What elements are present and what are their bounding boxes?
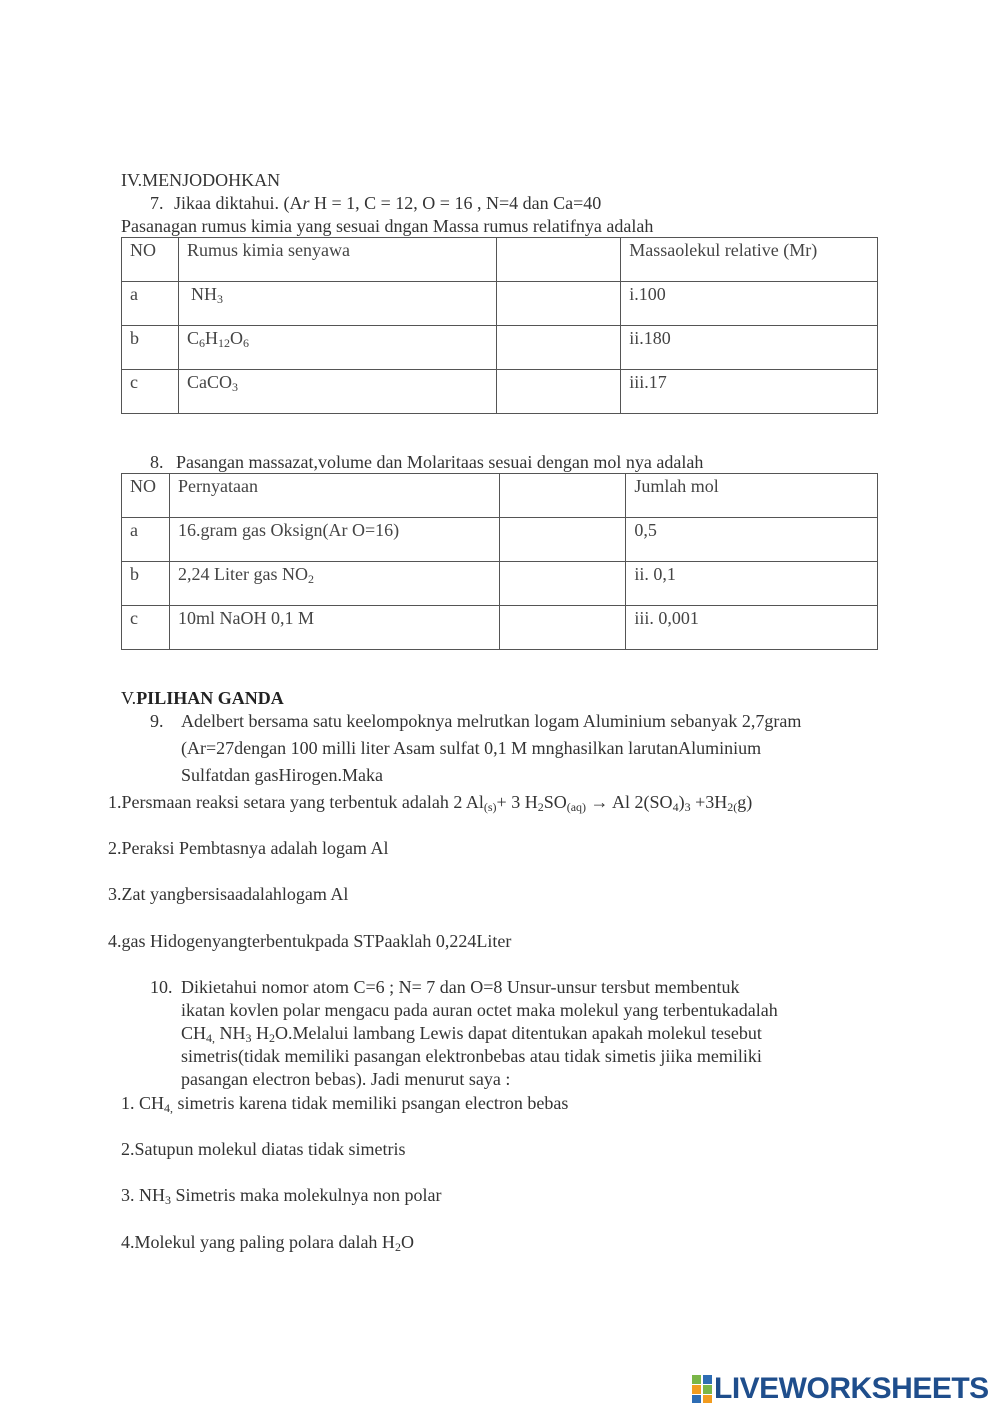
question-number: 8. (150, 452, 164, 472)
mass-cell: ii.180 (621, 326, 878, 370)
mol-cell: iii. 0,001 (626, 606, 878, 650)
answer-cell[interactable] (499, 562, 626, 606)
mass-cell: iii.17 (621, 370, 878, 414)
question-10-line-1: Dikietahui nomor atom C=6 ; N= 7 dan O=8 Unsur-unsur tersbut membentuk (181, 977, 740, 997)
question-10-option-4[interactable]: 4.Molekul yang paling polara dalah $H_2O$ (121, 1232, 414, 1254)
question-10-line-3: $CH_{4,}$ $NH_3$ $H_2O.Melalui$ lambang Lewis dapat ditentukan apakah molekul tesebut (181, 1023, 762, 1045)
question-10-line-5: pasangan electron bebas). Jadi menurut saya : (181, 1069, 511, 1089)
row-no: a (122, 282, 179, 326)
table-row (122, 370, 878, 414)
formula-cell: $C_6H_{12}O_6$ (178, 326, 496, 370)
statement-cell: 16.gram gas Oksign(Ar O=16) (169, 518, 499, 562)
matching-table-7 (121, 237, 878, 414)
answer-cell[interactable] (496, 282, 621, 326)
liveworksheets-logo-icon (692, 1375, 714, 1403)
question-9-line-3: Sulfatdan gasHirogen.Maka (181, 765, 383, 785)
question-10-option-2[interactable]: 2.Satupun molekul diatas tidak simetris (121, 1139, 406, 1159)
row-no: b (122, 326, 179, 370)
formula-cell: $NH_3$ (178, 282, 496, 326)
question-8 (150, 451, 703, 473)
row-no: c (122, 606, 170, 650)
question-text: Pasangan massazat,volume dan Molaritaas sesuai dengan mol nya adalah (176, 452, 704, 472)
statement-cell: 10ml NaOH 0,1 M (169, 606, 499, 650)
section-heading-matching: IV.MENJODOHKAN (121, 170, 281, 190)
answer-cell[interactable] (496, 238, 621, 282)
question-10-option-3[interactable]: 3. $NH_3$ Simetris maka molekulnya non polar (121, 1185, 442, 1207)
answer-cell[interactable] (496, 326, 621, 370)
table-row (122, 562, 878, 606)
section-heading-multiple-choice: V.PILIHAN GANDA (121, 688, 284, 708)
question-10-option-1[interactable]: 1. $CH_{4,}$ simetris karena tidak memiliki psangan electron bebas (121, 1093, 569, 1115)
row-no: a (122, 518, 170, 562)
header-mass: Massaolekul relative (Mr) (621, 238, 878, 282)
header-statement: Pernyataan (169, 474, 499, 518)
question-10-number: 10. (150, 977, 173, 997)
question-7-subtitle: Pasanagan rumus kimia yang sesuai dngan Massa rumus relatifnya adalah (121, 216, 654, 236)
matching-table-8 (121, 473, 878, 650)
question-10-line-2: ikatan kovlen polar mengacu pada auran octet maka molekul yang terbentukadalah (181, 1000, 778, 1020)
question-text: Jikaa diktahui. (Ar H = 1, C = 12, O = 16 , N=4 dan Ca=40 (174, 193, 602, 213)
header-formula: Rumus kimia senyawa (178, 238, 496, 282)
table-row (122, 282, 878, 326)
table-row (122, 606, 878, 650)
row-no: c (122, 370, 179, 414)
table-header-row (122, 238, 878, 282)
formula-cell: CaCO$_3$ (178, 370, 496, 414)
mol-cell: 0,5 (626, 518, 878, 562)
table-row (122, 326, 878, 370)
table-header-row (122, 474, 878, 518)
statement-cell: 2,24 Liter gas $NO_2$ (169, 562, 499, 606)
question-9-number: 9. (150, 711, 164, 731)
answer-cell[interactable] (499, 518, 626, 562)
answer-cell[interactable] (496, 370, 621, 414)
question-9-line-1: Adelbert bersama satu keelompoknya melrutkan logam Aluminium sebanyak 2,7gram (181, 711, 802, 731)
liveworksheets-logo-text: LIVEWORKSHEETS (714, 1372, 989, 1405)
header-no: NO (122, 238, 179, 282)
header-no: NO (122, 474, 170, 518)
question-9-line-2: (Ar=27dengan 100 milli liter Asam sulfat 0,1 M mnghasilkan larutanAluminium (181, 738, 762, 758)
liveworksheets-logo[interactable] (692, 1372, 989, 1406)
row-no: b (122, 562, 170, 606)
answer-cell[interactable] (499, 606, 626, 650)
mass-cell: i.100 (621, 282, 878, 326)
mol-cell: ii. 0,1 (626, 562, 878, 606)
question-10-line-4: simetris(tidak memiliki pasangan elektronbebas atau tidak simetis jiika memiliki (181, 1046, 762, 1066)
question-number: 7. (150, 193, 164, 213)
question-7 (150, 192, 601, 214)
header-mol: Jumlah mol (626, 474, 878, 518)
question-9-option-1[interactable]: 1.Persmaan reaksi setara yang terbentuk adalah 2 $Al_{(s)}+ 3$ $H_2SO_{(aq)} \to Al$ $2(SO_4)_3 +3H_{2(}g$) (108, 792, 753, 814)
table-row (122, 518, 878, 562)
question-9-option-3[interactable]: 3.Zat yangbersisaadalahlogam Al (108, 884, 349, 904)
answer-cell[interactable] (499, 474, 626, 518)
question-9-option-4[interactable]: 4.gas Hidogenyangterbentukpada STPaaklah 0,224Liter (108, 931, 512, 951)
question-9-option-2[interactable]: 2.Peraksi Pembtasnya adalah logam Al (108, 838, 389, 858)
